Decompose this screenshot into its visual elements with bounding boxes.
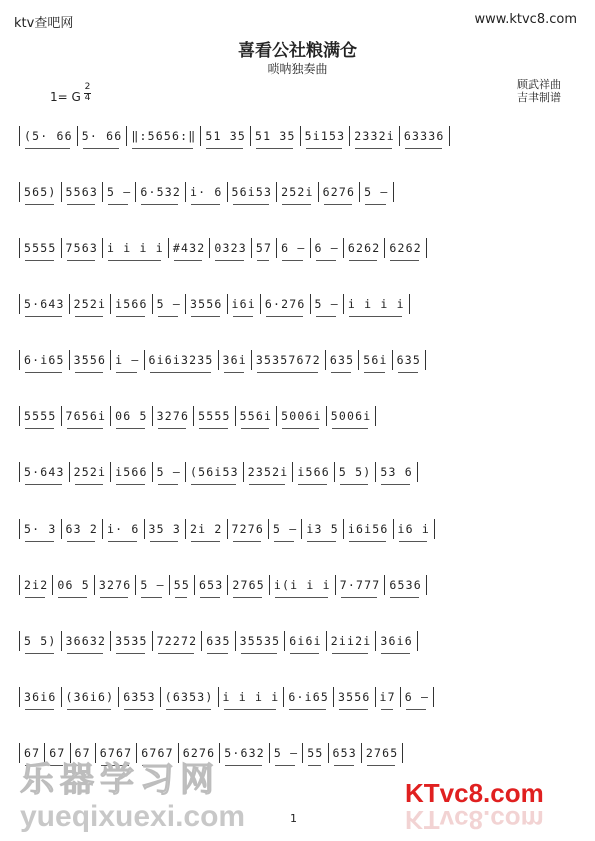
measure: i6i — [229, 297, 259, 311]
measure: 63 2 — [63, 522, 102, 536]
ktvc8-logo: KTvc8.com — [405, 778, 544, 808]
barline — [152, 462, 153, 482]
site-name: ktv查吧网 — [14, 16, 74, 31]
barline — [343, 519, 344, 539]
measure: 3556 — [187, 297, 226, 311]
site-url: www.ktvc8.com — [474, 12, 577, 27]
barline — [276, 182, 277, 202]
measure: 36i6 — [377, 634, 416, 648]
measure: i(i i i — [271, 578, 334, 592]
measure: 2765 — [229, 578, 268, 592]
measure: 5555 — [21, 241, 60, 255]
page-number: 1 — [290, 812, 297, 825]
measure: 5·643 — [21, 297, 68, 311]
barline — [328, 743, 329, 763]
barline — [251, 350, 252, 370]
barline — [110, 294, 111, 314]
barline — [144, 519, 145, 539]
barline — [69, 294, 70, 314]
measure: 6353 — [120, 690, 159, 704]
barline — [326, 406, 327, 426]
barline — [399, 126, 400, 146]
barline — [102, 182, 103, 202]
measure: (36i6) — [63, 690, 118, 704]
barline — [185, 294, 186, 314]
measure: 5006i — [328, 409, 375, 423]
barline — [218, 687, 219, 707]
measure: 6 — — [312, 241, 342, 255]
barline — [19, 294, 20, 314]
barline — [449, 126, 450, 146]
credits — [517, 78, 561, 104]
barline — [185, 519, 186, 539]
barline — [300, 126, 301, 146]
barline — [135, 182, 136, 202]
measure: 6767 — [97, 746, 136, 760]
composer: 顾武祥曲 — [517, 78, 561, 91]
barline — [19, 687, 20, 707]
measure: (6353) — [162, 690, 217, 704]
barline — [333, 687, 334, 707]
barline — [61, 182, 62, 202]
barline — [243, 462, 244, 482]
barline — [52, 575, 53, 595]
measure: 35535 — [237, 634, 284, 648]
measure: 6·i65 — [285, 690, 332, 704]
measure: 36i — [220, 353, 250, 367]
barline — [152, 294, 153, 314]
measure: 35357672 — [253, 353, 324, 367]
score-row — [18, 457, 578, 487]
score-row — [18, 682, 578, 712]
measure: 7563 — [63, 241, 102, 255]
measure: 36632 — [63, 634, 110, 648]
measure: 653 — [330, 746, 360, 760]
barline — [69, 350, 70, 370]
score-row — [18, 514, 578, 544]
barline — [392, 350, 393, 370]
measure: 5 5) — [21, 634, 60, 648]
subtitle: 唢呐独奏曲 — [267, 62, 328, 76]
barline — [69, 462, 70, 482]
barline — [169, 575, 170, 595]
barline — [310, 238, 311, 258]
measure: (5· 66 — [21, 129, 76, 143]
measure: 5 — — [271, 746, 301, 760]
measure: 5 — — [312, 297, 342, 311]
measure: 06 5 — [54, 578, 93, 592]
barline — [284, 631, 285, 651]
barline — [349, 126, 350, 146]
barline — [417, 462, 418, 482]
measure: 6767 — [138, 746, 177, 760]
barline — [19, 350, 20, 370]
score-row — [18, 177, 578, 207]
barline — [375, 462, 376, 482]
measure: 2i 2 — [187, 522, 226, 536]
measure: i566 — [294, 465, 333, 479]
barline — [126, 126, 127, 146]
measure: 5i153 — [302, 129, 349, 143]
barline — [94, 575, 95, 595]
measure: #432 — [170, 241, 209, 255]
measure: 3556 — [71, 353, 110, 367]
measure: 5006i — [278, 409, 325, 423]
measure: 67 — [72, 746, 94, 760]
measure: 5 — — [154, 465, 184, 479]
score-row — [18, 289, 578, 319]
measure: 635 — [394, 353, 424, 367]
barline — [200, 126, 201, 146]
measure: 5555 — [195, 409, 234, 423]
measure: i7 — [377, 690, 399, 704]
measure: 57 — [253, 241, 275, 255]
measure: i· 6 — [104, 522, 143, 536]
barline — [227, 294, 228, 314]
barline — [19, 406, 20, 426]
score-row — [18, 121, 578, 151]
barline — [283, 687, 284, 707]
measure: ‖:5656:‖ — [128, 129, 199, 143]
measure: 252i — [278, 185, 317, 199]
measure: i566 — [112, 297, 151, 311]
score-row — [18, 233, 578, 263]
measure: 5· 3 — [21, 522, 60, 536]
measure: i· 6 — [187, 185, 226, 199]
measure: i3 5 — [303, 522, 342, 536]
measure: 252i — [71, 297, 110, 311]
barline — [135, 575, 136, 595]
barline — [384, 238, 385, 258]
barline — [19, 575, 20, 595]
barline — [426, 238, 427, 258]
barline — [118, 687, 119, 707]
barline — [269, 743, 270, 763]
measure: 67 — [21, 746, 43, 760]
barline — [302, 743, 303, 763]
barline — [260, 294, 261, 314]
measure: 565) — [21, 185, 60, 199]
barline — [61, 238, 62, 258]
barline — [343, 238, 344, 258]
measure: i i i i — [220, 690, 283, 704]
measure: 5·643 — [21, 465, 68, 479]
measure: 3276 — [96, 578, 135, 592]
measure: 3556 — [335, 690, 374, 704]
measure: 3276 — [154, 409, 193, 423]
measure: 67 — [46, 746, 68, 760]
measure: 653 — [196, 578, 226, 592]
barline — [384, 575, 385, 595]
barline — [193, 406, 194, 426]
measure: 635 — [203, 634, 233, 648]
measure: 7·777 — [337, 578, 384, 592]
barline — [301, 519, 302, 539]
measure: 5 — — [154, 297, 184, 311]
barline — [19, 462, 20, 482]
measure: 7276 — [229, 522, 268, 536]
barline — [201, 631, 202, 651]
barline — [250, 126, 251, 146]
barline — [434, 519, 435, 539]
measure: 56i — [360, 353, 390, 367]
barline — [426, 575, 427, 595]
measure: 635 — [327, 353, 357, 367]
measure: 53 6 — [377, 465, 416, 479]
barline — [152, 631, 153, 651]
barline — [227, 182, 228, 202]
barline — [19, 519, 20, 539]
barline — [19, 126, 20, 146]
barline — [425, 350, 426, 370]
barline — [110, 631, 111, 651]
watermark-chinese: 乐器学习网 — [20, 760, 220, 800]
measure: 6·276 — [262, 297, 309, 311]
measure: 2765 — [363, 746, 402, 760]
barline — [326, 631, 327, 651]
measure: 6·i65 — [21, 353, 68, 367]
measure: 36i6 — [21, 690, 60, 704]
score-row — [18, 401, 578, 431]
measure: i566 — [112, 465, 151, 479]
barline — [61, 406, 62, 426]
measure: i6i56 — [345, 522, 392, 536]
barline — [268, 519, 269, 539]
measure: 3535 — [112, 634, 151, 648]
barline — [110, 350, 111, 370]
measure: 55 — [171, 578, 193, 592]
barline — [375, 631, 376, 651]
measure: 5 — — [361, 185, 391, 199]
barline — [19, 182, 20, 202]
score-row — [18, 626, 578, 656]
measure: 63336 — [401, 129, 448, 143]
barline — [358, 350, 359, 370]
barline — [61, 631, 62, 651]
barline — [160, 687, 161, 707]
barline — [417, 631, 418, 651]
barline — [61, 687, 62, 707]
barline — [343, 294, 344, 314]
barline — [276, 406, 277, 426]
barline — [235, 631, 236, 651]
barline — [19, 631, 20, 651]
measure: 6276 — [320, 185, 359, 199]
barline — [209, 238, 210, 258]
barline — [269, 575, 270, 595]
barline — [375, 687, 376, 707]
barline — [102, 519, 103, 539]
measure: i — — [112, 353, 142, 367]
measure: 6 — — [402, 690, 432, 704]
measure: 6 — — [278, 241, 308, 255]
barline — [144, 350, 145, 370]
measure: 2i2 — [21, 578, 51, 592]
measure: 2332i — [351, 129, 398, 143]
measure: 51 35 — [252, 129, 299, 143]
measure: 5 — — [270, 522, 300, 536]
barline — [334, 462, 335, 482]
measure: 5 — — [104, 185, 134, 199]
barline — [393, 182, 394, 202]
measure: 5 5) — [336, 465, 375, 479]
measure: 35 3 — [146, 522, 185, 536]
barline — [102, 238, 103, 258]
barline — [400, 687, 401, 707]
barline — [227, 519, 228, 539]
barline — [227, 575, 228, 595]
barline — [77, 126, 78, 146]
score-row — [18, 570, 578, 600]
measure: 6276 — [180, 746, 219, 760]
barline — [375, 406, 376, 426]
barline — [152, 406, 153, 426]
barline — [359, 182, 360, 202]
barline — [402, 743, 403, 763]
measure: 7656i — [63, 409, 110, 423]
measure: 6i6i — [286, 634, 325, 648]
measure: 5· 66 — [79, 129, 126, 143]
measure: 2ii2i — [328, 634, 375, 648]
measure: 0323 — [211, 241, 250, 255]
barline — [185, 462, 186, 482]
measure: 6536 — [386, 578, 425, 592]
barline — [251, 238, 252, 258]
measure: (56i53 — [187, 465, 242, 479]
measure: 6262 — [386, 241, 425, 255]
measure: 6i6i3235 — [146, 353, 217, 367]
time-signature-bottom: 4 — [84, 93, 91, 103]
ktvc8-logo-reflection: KTvc8.com — [405, 805, 544, 835]
measure: 56i53 — [229, 185, 276, 199]
measure: 55 — [304, 746, 326, 760]
barline — [218, 350, 219, 370]
measure: i i i i — [104, 241, 167, 255]
barline — [194, 575, 195, 595]
barline — [235, 406, 236, 426]
watermark-url: yueqixuexi.com — [20, 800, 246, 833]
measure: 556i — [237, 409, 276, 423]
barline — [361, 743, 362, 763]
measure: 06 5 — [112, 409, 151, 423]
time-signature-top: 2 — [84, 82, 91, 92]
barline — [61, 519, 62, 539]
barline — [393, 519, 394, 539]
barline — [318, 182, 319, 202]
measure: 72272 — [154, 634, 201, 648]
barline — [409, 294, 410, 314]
page-title: 喜看公社粮满仓 — [238, 41, 357, 61]
barline — [335, 575, 336, 595]
barline — [19, 238, 20, 258]
measure: 5 — — [137, 578, 167, 592]
score-row — [18, 345, 578, 375]
barline — [185, 182, 186, 202]
measure: i i i i — [345, 297, 408, 311]
measure: i6 i — [395, 522, 434, 536]
time-signature — [84, 83, 91, 103]
measure: 5·632 — [221, 746, 268, 760]
barline — [168, 238, 169, 258]
measure: 2352i — [245, 465, 292, 479]
barline — [292, 462, 293, 482]
transcriber: 吉聿制谱 — [517, 91, 561, 104]
barline — [110, 406, 111, 426]
barline — [310, 294, 311, 314]
measure: 5555 — [21, 409, 60, 423]
barline — [276, 238, 277, 258]
barline — [325, 350, 326, 370]
measure: 5563 — [63, 185, 102, 199]
measure: 51 35 — [202, 129, 249, 143]
key-signature: 1= G — [50, 90, 81, 104]
measure: 252i — [71, 465, 110, 479]
measure: 6·532 — [137, 185, 184, 199]
measure: 6262 — [345, 241, 384, 255]
barline — [110, 462, 111, 482]
barline — [433, 687, 434, 707]
